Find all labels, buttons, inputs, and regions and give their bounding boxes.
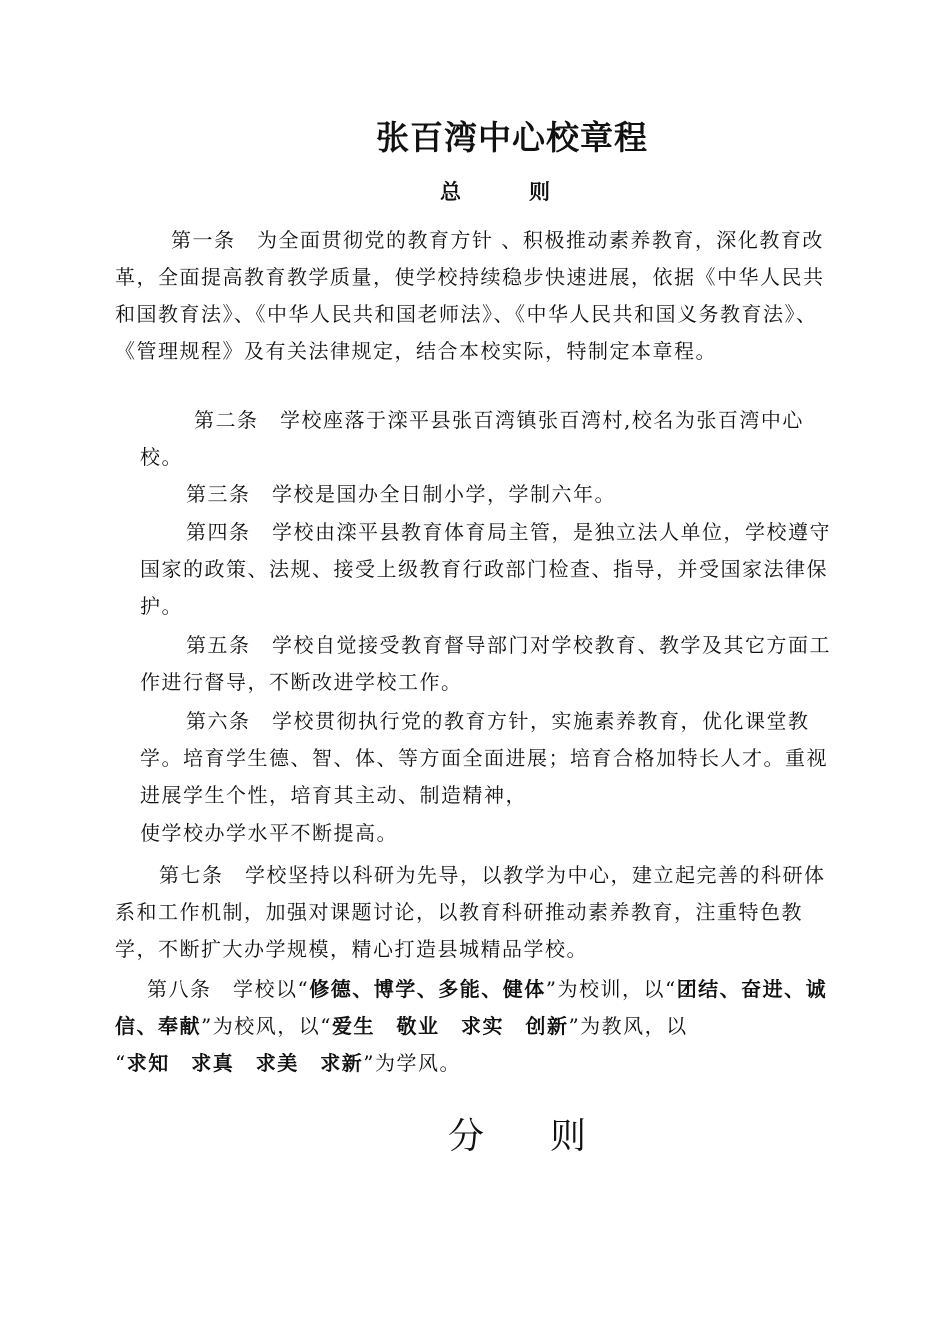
article-6 (140, 703, 838, 814)
heading-char: 分 (448, 1116, 485, 1157)
article-1 (115, 222, 845, 370)
article-label: 第二条 (194, 408, 259, 432)
study-spirit: 求知 求真 求美 求新 (126, 1051, 364, 1075)
specific-provisions-heading (448, 1108, 586, 1159)
article-label: 第六条 (186, 709, 251, 733)
article-text: 使学校办学水平不断提高。 (140, 821, 398, 845)
article-label: 第一条 (171, 228, 236, 252)
article-label: 第八条 (147, 977, 212, 1001)
general-provisions-heading (440, 176, 550, 206)
article-label: 第五条 (186, 633, 251, 657)
article-text: ”为学风。 (363, 1051, 461, 1075)
heading-char: 总 (440, 180, 461, 204)
article-text: ”为校风，以“ (201, 1014, 332, 1038)
article-text: 学校由滦平县教育体育局主管，是独立法人单位，学校遵守国家的政策、法规、接受上级教育行政部门检查、指导，并受国家法律保护。 (140, 520, 831, 618)
article-text: ”为教风，以 (568, 1014, 688, 1038)
article-label: 第七条 (159, 863, 224, 887)
article-2 (140, 402, 838, 476)
article-text: 学校坚持以科研为先导，以教学为中心，建立起完善的科研体系和工作机制，加强对课题讨论，以教育科研推动素养教育，注重特色教学，不断扩大办学规模，精心打造县城精品学校。 (115, 863, 826, 961)
article-text: 学校座落于滦平县张百湾镇张百湾村,校名为张百湾中心校。 (140, 408, 804, 469)
article-text: “ (115, 1051, 127, 1075)
article-text: 学校自觉接受教育督导部门对学校教育、教学及其它方面工作进行督导，不断改进学校工作。 (140, 633, 831, 694)
document-title: 张百湾中心校章程 (376, 118, 648, 157)
article-text: 学校以“ (233, 977, 310, 1001)
article-4 (140, 514, 838, 625)
article-8 (115, 971, 831, 1082)
article-3 (140, 476, 838, 513)
school-motto: 修德、博学、多能、健体 (309, 977, 546, 1001)
article-label: 第三条 (186, 482, 251, 506)
heading-char: 则 (529, 180, 550, 204)
article-label: 第四条 (186, 520, 251, 544)
teaching-spirit: 爱生 敬业 求实 创新 (331, 1014, 569, 1038)
article-7 (115, 857, 845, 968)
article-6-continued (140, 815, 838, 852)
article-text: 学校是国办全日制小学，学制六年。 (272, 482, 616, 506)
article-5 (140, 627, 838, 701)
article-text: 学校贯彻执行党的教育方针，实施素养教育，优化课堂教学。培育学生德、智、体、等方面全面进展；培育合格加特长人才。重视进展学生个性，培育其主动、制造精神， (140, 709, 828, 807)
heading-char: 则 (550, 1116, 587, 1157)
school-spirit: 团结、奋进、诚信、奉献 (115, 977, 828, 1038)
article-text: ”为校训，以“ (545, 977, 677, 1001)
article-text: 为全面贯彻党的教育方针 、积极推动素养教育，深化教育改革，全面提高教育教学质量，使学校持续稳步快速进展，依据《中华人民共和国教育法》、《中华人民共和国老师法》、《中华人民共和国义务教育法》、《管理规程》及有关法律规定，结合本校实际，特制定本章程。 (115, 228, 825, 363)
